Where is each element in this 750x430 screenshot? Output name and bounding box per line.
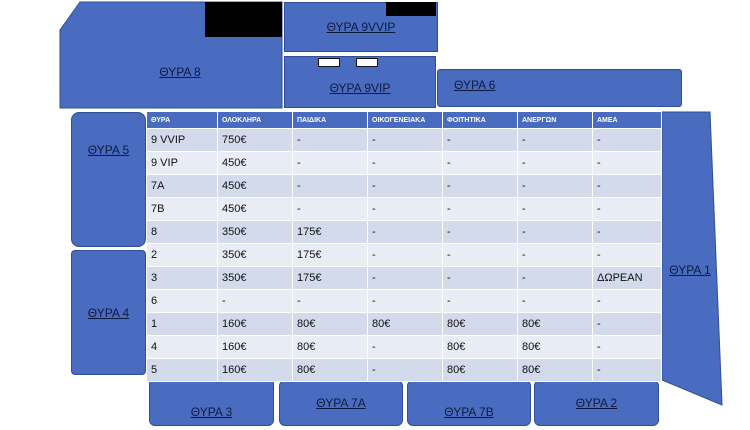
table-row: [147, 244, 662, 267]
table-cell: 9 VIP: [147, 152, 218, 175]
table-row: [147, 198, 662, 221]
blackout-block-right: [386, 2, 436, 16]
table-cell: -: [593, 175, 662, 198]
header-gate: ΘΥΡΑ: [147, 112, 218, 129]
table-cell: -: [593, 336, 662, 359]
table-cell: 3: [147, 267, 218, 290]
table-cell: 450€: [218, 198, 293, 221]
table-row: [147, 290, 662, 313]
gate-3-text: ΘΥΡΑ 3: [190, 405, 233, 419]
gate-5-text: ΘΥΡΑ 5: [87, 143, 130, 157]
table-cell: 160€: [218, 313, 293, 336]
table-cell: 8: [147, 221, 218, 244]
gate-7a[interactable]: [279, 380, 403, 426]
table-cell: -: [368, 129, 443, 152]
table-cell: 7Β: [147, 198, 218, 221]
table-header-row: [147, 112, 662, 129]
header-family: ΟΙΚΟΓΕΝΕΙΑΚΑ: [368, 112, 443, 129]
header-unemployed: ΑΝΕΡΓΩΝ: [518, 112, 593, 129]
gate-2-text: ΘΥΡΑ 2: [575, 396, 618, 410]
table-cell: -: [443, 221, 518, 244]
table-cell: -: [593, 313, 662, 336]
header-student: ΦΟΙΤΗΤΙΚΑ: [443, 112, 518, 129]
gate-7b-text: ΘΥΡΑ 7Β: [444, 405, 494, 419]
table-cell: 175€: [293, 221, 368, 244]
table-cell: -: [518, 244, 593, 267]
table-cell: 9 VVIP: [147, 129, 218, 152]
table-cell: -: [443, 129, 518, 152]
table-cell: 175€: [293, 244, 368, 267]
gate-8-text: ΘΥΡΑ 8: [159, 65, 201, 79]
table-cell: 350€: [218, 221, 293, 244]
gate-6[interactable]: [437, 69, 682, 107]
gate-8-label[interactable]: [120, 60, 240, 84]
gate-7a-text: ΘΥΡΑ 7Α: [316, 396, 366, 410]
table-cell: -: [593, 244, 662, 267]
price-table-body: [147, 129, 662, 382]
table-cell: 80€: [443, 313, 518, 336]
table-cell: -: [368, 175, 443, 198]
table-cell: 4: [147, 336, 218, 359]
table-cell: -: [518, 267, 593, 290]
table-cell: -: [443, 198, 518, 221]
table-cell: -: [368, 336, 443, 359]
header-children: ΠΑΙΔΙΚΑ: [293, 112, 368, 129]
table-cell: -: [518, 198, 593, 221]
table-cell: 160€: [218, 359, 293, 382]
table-cell: -: [293, 175, 368, 198]
table-cell: -: [593, 129, 662, 152]
table-cell: -: [518, 129, 593, 152]
table-cell: 80€: [293, 359, 368, 382]
table-cell: 1: [147, 313, 218, 336]
table-row: [147, 175, 662, 198]
table-cell: -: [368, 267, 443, 290]
table-cell: -: [518, 290, 593, 313]
table-cell: -: [368, 198, 443, 221]
seat-marker-1: [318, 58, 340, 67]
table-cell: 160€: [218, 336, 293, 359]
table-cell: -: [518, 221, 593, 244]
table-cell: 350€: [218, 267, 293, 290]
table-cell: -: [593, 152, 662, 175]
table-cell: 175€: [293, 267, 368, 290]
table-cell: 2: [147, 244, 218, 267]
table-cell: 350€: [218, 244, 293, 267]
table-cell: 80€: [518, 336, 593, 359]
table-cell: -: [593, 359, 662, 382]
table-cell: 80€: [293, 313, 368, 336]
blackout-block-left: [205, 2, 282, 37]
table-cell: 80€: [443, 359, 518, 382]
table-cell: 80€: [368, 313, 443, 336]
gate-9vvip-text: ΘΥΡΑ 9VVIP: [326, 20, 396, 34]
table-cell: -: [368, 221, 443, 244]
gate-4[interactable]: [71, 250, 146, 375]
table-row: [147, 313, 662, 336]
table-cell: -: [443, 290, 518, 313]
table-row: [147, 129, 662, 152]
seat-marker-2: [356, 58, 378, 67]
gate-3[interactable]: [149, 378, 274, 426]
table-cell: 5: [147, 359, 218, 382]
gate-5[interactable]: [71, 112, 146, 247]
gate-9vip-text: ΘΥΡΑ 9VIP: [329, 81, 391, 95]
table-cell: -: [518, 152, 593, 175]
table-cell: -: [593, 290, 662, 313]
table-cell: -: [218, 290, 293, 313]
table-cell: 80€: [518, 313, 593, 336]
header-full: ΟΛΟΚΛΗΡΑ: [218, 112, 293, 129]
price-table: [146, 111, 662, 382]
table-row: [147, 267, 662, 290]
table-cell: 7Α: [147, 175, 218, 198]
table-cell: -: [368, 359, 443, 382]
gate-6-text: ΘΥΡΑ 6: [454, 78, 496, 92]
table-cell: -: [518, 175, 593, 198]
table-cell: -: [293, 129, 368, 152]
table-cell: 6: [147, 290, 218, 313]
table-row: [147, 359, 662, 382]
table-cell: -: [293, 290, 368, 313]
table-cell: -: [593, 198, 662, 221]
table-cell: -: [368, 290, 443, 313]
table-row: [147, 152, 662, 175]
table-cell: -: [368, 152, 443, 175]
table-cell: -: [443, 267, 518, 290]
table-cell: 450€: [218, 152, 293, 175]
table-row: [147, 221, 662, 244]
gate-1-label[interactable]: [662, 258, 718, 282]
table-cell: ΔΩΡΕΑΝ: [593, 267, 662, 290]
table-cell: 750€: [218, 129, 293, 152]
table-row: [147, 336, 662, 359]
header-disabled: ΑΜΕΑ: [593, 112, 662, 129]
table-cell: -: [443, 244, 518, 267]
gate-2[interactable]: [534, 380, 659, 426]
table-cell: -: [443, 175, 518, 198]
gate-1-text: ΘΥΡΑ 1: [669, 263, 711, 277]
table-cell: 80€: [518, 359, 593, 382]
table-cell: -: [593, 221, 662, 244]
table-cell: 80€: [443, 336, 518, 359]
gate-7b[interactable]: [407, 380, 531, 426]
table-cell: 80€: [293, 336, 368, 359]
table-cell: -: [443, 152, 518, 175]
table-cell: -: [293, 152, 368, 175]
table-cell: -: [293, 198, 368, 221]
table-cell: -: [368, 244, 443, 267]
table-cell: 450€: [218, 175, 293, 198]
gate-4-text: ΘΥΡΑ 4: [87, 305, 130, 320]
